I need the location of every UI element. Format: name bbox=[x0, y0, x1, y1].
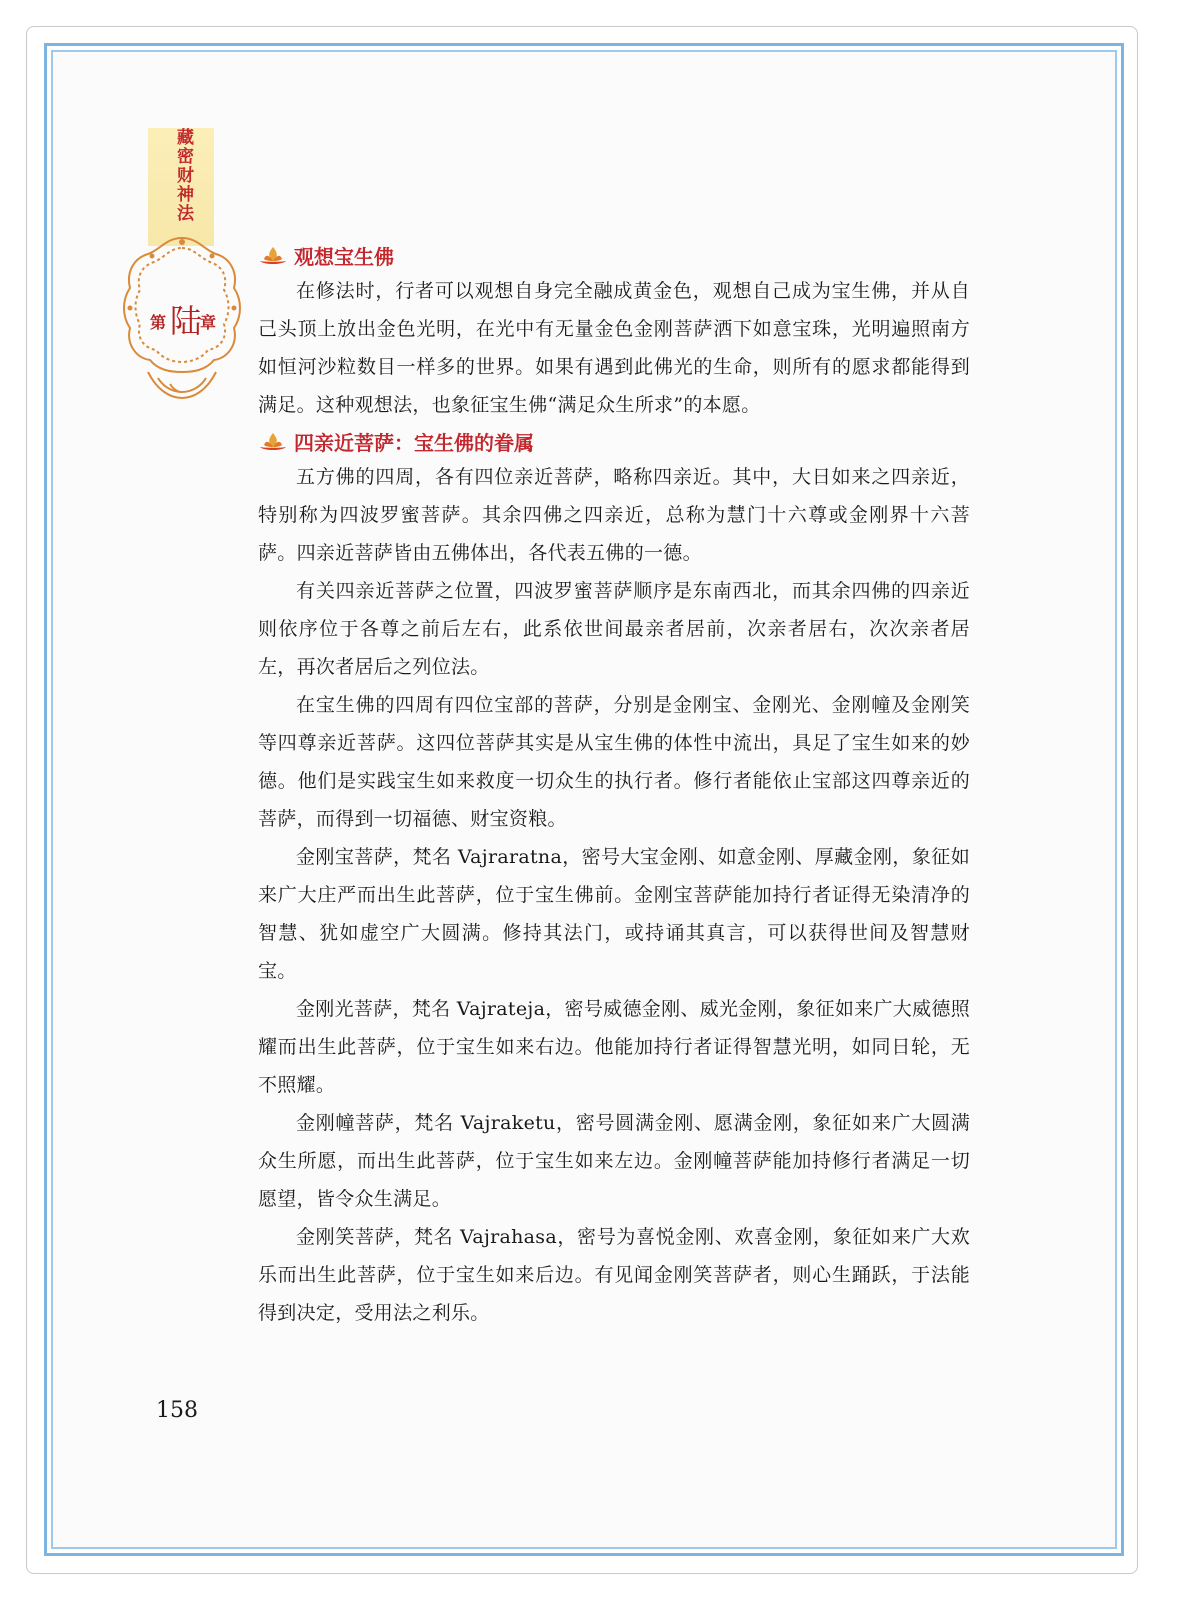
chapter-number: 陆 bbox=[170, 302, 203, 340]
paragraph: 金刚幢菩萨，梵名 Vajraketu，密号圆满金刚、愿满金刚，象征如来广大圆满众生所愿，而出生此菩萨，位于宝生如来左边。金刚幢菩萨能加持修行者满足一切愿望，皆令众生满足。 bbox=[258, 1112, 970, 1210]
section-heading bbox=[258, 238, 970, 272]
paragraph: 金刚光菩萨，梵名 Vajrateja，密号威德金刚、威光金刚，象征如来广大威德照耀而出生此菩萨，位于宝生如来右边。他能加持行者证得智慧光明，如同日轮，无不照耀。 bbox=[258, 998, 970, 1096]
section-heading-text: 观想宝生佛 bbox=[294, 244, 394, 269]
main-text bbox=[258, 238, 970, 1332]
paragraph: 在修法时，行者可以观想自身完全融成黄金色，观想自己成为宝生佛，并从自己头顶上放出金色光明，在光中有无量金色金刚菩萨洒下如意宝珠，光明遍照南方如恒河沙粒数目一样多的世界。如果有遇到此佛光的生命，则所有的愿求都能得到满足。这种观想法，也象征宝生佛“满足众生所求”的本愿。 bbox=[258, 280, 970, 416]
section-heading bbox=[258, 424, 970, 458]
series-title: 藏密财神法 bbox=[173, 128, 193, 223]
paragraph: 金刚宝菩萨，梵名 Vajraratna，密号大宝金刚、如意金刚、厚藏金刚，象征如来广大庄严而出生此菩萨，位于宝生佛前。金刚宝菩萨能加持行者证得无染清净的智慧、犹如虚空广大圆满。修持其法门，或持诵其真言，可以获得世间及智慧财宝。 bbox=[258, 846, 970, 982]
paragraph: 在宝生佛的四周有四位宝部的菩萨，分别是金刚宝、金刚光、金刚幢及金刚笑等四尊亲近菩萨。这四位菩萨其实是从宝生佛的体性中流出，具足了宝生如来的妙德。他们是实践宝生如来救度一切众生的执行者。修行者能依止宝部这四尊亲近的菩萨，而得到一切福德、财宝资粮。 bbox=[258, 694, 970, 830]
lotus-flame-icon bbox=[258, 245, 288, 265]
chapter-prefix: 第 bbox=[150, 313, 167, 332]
paragraph: 有关四亲近菩萨之位置，四波罗蜜菩萨顺序是东南西北，而其余四佛的四亲近则依序位于各尊之前后左右，此系依世间最亲者居前，次亲者居右，次次亲者居左，再次者居后之列位法。 bbox=[258, 580, 970, 678]
page-number: 158 bbox=[156, 1398, 198, 1423]
section-heading-text: 四亲近菩萨：宝生佛的眷属 bbox=[294, 430, 534, 455]
series-sidebar-tab bbox=[148, 128, 214, 246]
paragraph: 金刚笑菩萨，梵名 Vajrahasa，密号为喜悦金刚、欢喜金刚，象征如来广大欢乐而出生此菩萨，位于宝生如来后边。有见闻金刚笑菩萨者，则心生踊跃，于法能得到决定，受用法之利乐。 bbox=[258, 1226, 970, 1324]
paragraph: 五方佛的四周，各有四位亲近菩萨，略称四亲近。其中，大日如来之四亲近，特别称为四波罗蜜菩萨。其余四佛之四亲近，总称为慧门十六尊或金刚界十六菩萨。四亲近菩萨皆由五佛体出，各代表五佛的一德。 bbox=[258, 466, 970, 564]
chapter-suffix: 章 bbox=[200, 313, 217, 332]
lotus-flame-icon bbox=[258, 431, 288, 451]
